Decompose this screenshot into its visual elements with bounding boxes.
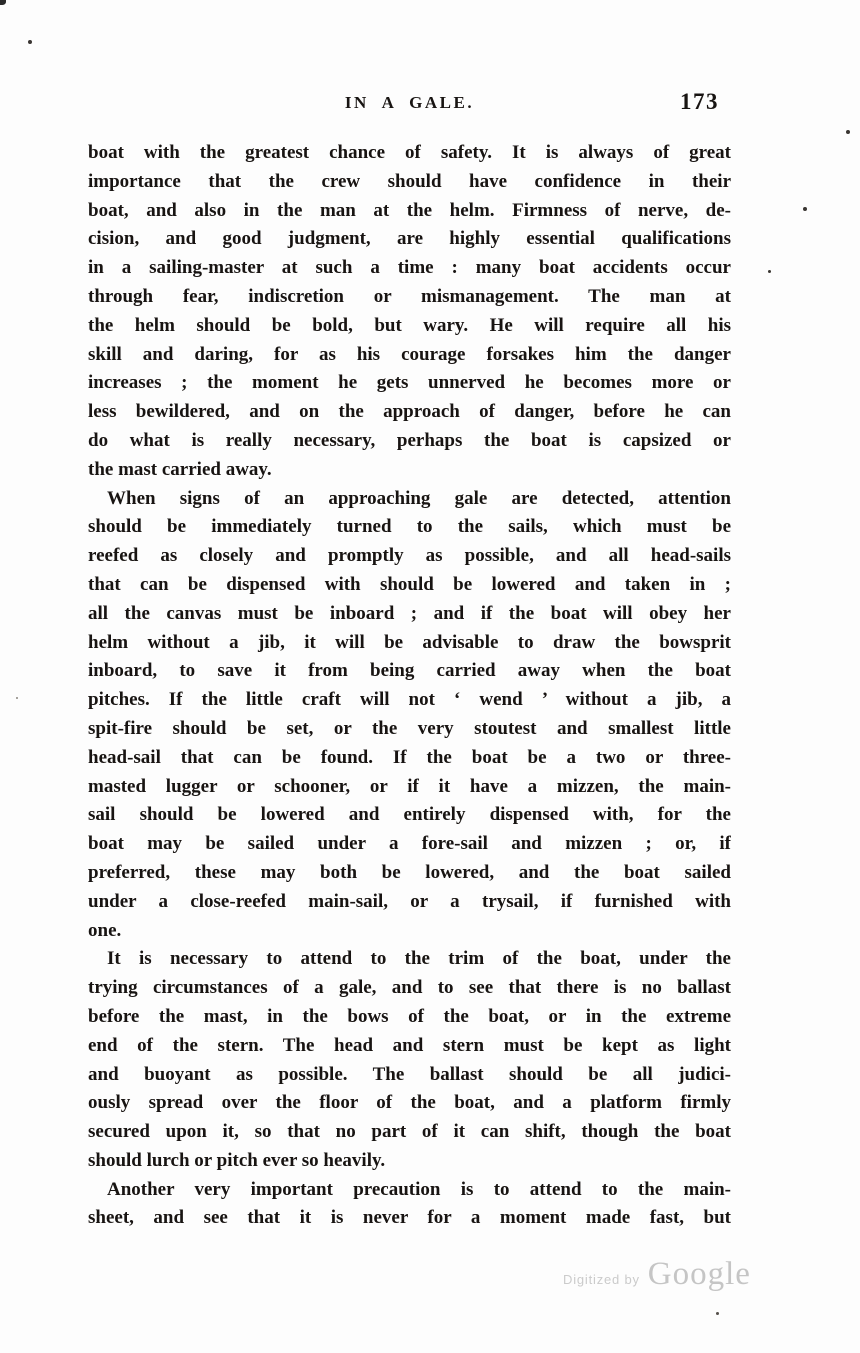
text-line: boat with the greatest chance of safety. It is always of great [88,142,731,163]
text-line: head-sail that can be found. If the boat be a two or three- [88,746,731,768]
page-number: 173 [680,89,719,114]
text-line: reefed as closely and promptly as possible, and all head-sails [88,545,731,567]
text-line: cision, and good judgment, are highly essential qualifications [88,228,731,250]
text-line: should lurch or pitch ever so heavily. [88,1149,386,1171]
text-line: pitches. If the little craft will not ‘ wend ’ without a jib, a [88,689,731,711]
text-line: all the canvas must be inboard ; and if the boat will obey her [88,602,731,624]
scan-speck [0,0,6,5]
text-line: in a sailing-master at such a time : many boat accidents occur [88,257,731,279]
text-line: that can be dispensed with should be lowered and taken in ; [88,573,731,595]
text-line: the helm should be bold, but wary. He will require all his [88,314,731,336]
text-line: secured upon it, so that no part of it can shift, though the boat [88,1121,731,1143]
text-line: importance that the crew should have confidence in their [88,170,731,192]
text-line: sheet, and see that it is never for a moment made fast, but [88,1207,731,1229]
text-line: spit-fire should be set, or the very stoutest and smallest little [88,717,731,739]
scan-speck [803,207,807,211]
text-line: trying circumstances of a gale, and to see that there is no ballast [88,977,731,999]
text-line: sail should be lowered and entirely dispensed with, for the [88,804,731,826]
text-line: do what is really necessary, perhaps the boat is capsized or [88,429,731,451]
watermark-prefix: Digitized by [563,1272,640,1287]
text-line: through fear, indiscretion or mismanagement. The man at [88,285,731,307]
text-line: should be immediately turned to the sails, which must be [88,516,731,538]
text-line: Another very important precaution is to attend to the main- [107,1178,731,1200]
scan-speck [28,40,32,44]
text-line: the mast carried away. [88,458,272,480]
watermark [563,1256,751,1293]
running-title: IN A GALE. [344,93,475,112]
scan-speck [768,270,771,273]
page-body [88,139,731,1233]
page-header [88,89,731,119]
text-line: one. [88,919,122,941]
scan-speck [846,130,850,134]
text-line: When signs of an approaching gale are detected, attention [107,487,731,509]
text-line: preferred, these may both be lowered, and the boat sailed [88,861,731,883]
text-line: boat, and also in the man at the helm. Firmness of nerve, de- [88,199,731,221]
text-line: end of the stern. The head and stern must be kept as light [88,1034,731,1056]
text-line: helm without a jib, it will be advisable to draw the bowsprit [88,631,731,653]
text-line: under a close-reefed main-sail, or a trysail, if furnished with [88,890,731,912]
text-line: less bewildered, and on the approach of danger, before he can [88,401,731,423]
google-logo: Google [647,1256,751,1292]
text-line: boat may be sailed under a fore-sail and mizzen ; or, if [88,833,731,855]
text-line: increases ; the moment he gets unnerved he becomes more or [88,372,731,394]
text-line: skill and daring, for as his courage forsakes him the danger [88,343,731,365]
text-line: It is necessary to attend to the trim of the boat, under the [107,948,731,970]
scan-speck [16,697,18,699]
text-line: inboard, to save it from being carried away when the boat [88,660,731,682]
text-line: masted lugger or schooner, or if it have a mizzen, the main- [88,775,731,797]
scan-speck [716,1312,719,1315]
text-line: before the mast, in the bows of the boat, or in the extreme [88,1005,731,1027]
text-line: and buoyant as possible. The ballast should be all judici- [88,1063,731,1085]
text-line: ously spread over the floor of the boat, and a platform firmly [88,1092,731,1114]
